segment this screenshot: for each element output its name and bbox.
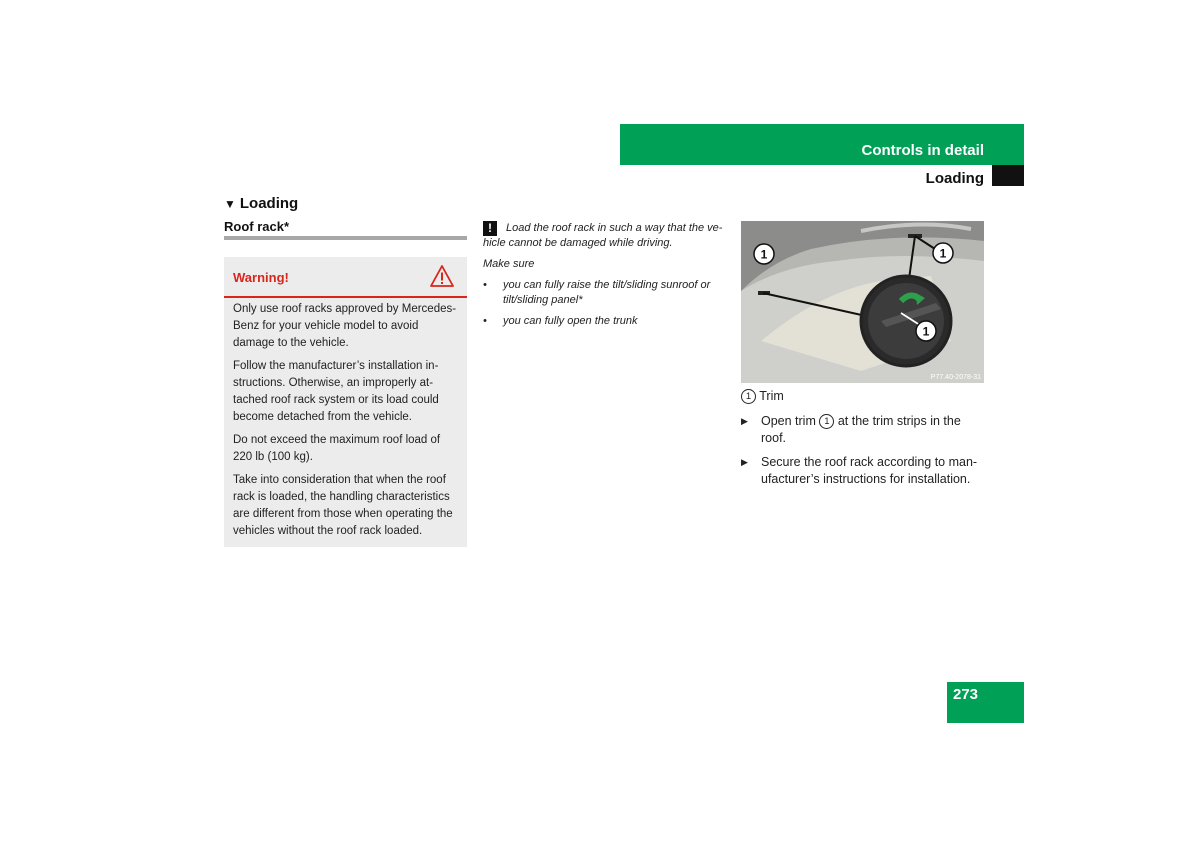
caption-label: Trim: [759, 389, 784, 403]
svg-text:1: 1: [760, 247, 768, 262]
step-text: [761, 413, 986, 447]
page-heading-text: Loading: [239, 195, 299, 212]
callout-number: 1: [819, 414, 834, 429]
warning-paragraph: Do not exceed the maximum roof load of 220 lb (100 kg).: [233, 434, 441, 463]
notice-text: Load the roof rack in such a way that the ve-hicle cannot be damaged while driving.: [483, 222, 723, 249]
list-item-text: you can fully raise the tilt/sliding sunroof or tilt/sliding panel*: [503, 279, 711, 306]
callout-1-left: [754, 244, 774, 264]
warning-triangle-icon: [430, 264, 454, 288]
triangle-right-icon: ▶: [741, 457, 748, 467]
section-title: Controls in detail: [861, 142, 984, 159]
svg-text:1: 1: [922, 324, 930, 339]
bullet-icon: •: [483, 279, 487, 291]
list-item-text: you can fully open the trunk: [503, 315, 638, 327]
subsection-title: Loading: [925, 170, 984, 187]
step-text-part: at the trim strips in the roof.: [761, 414, 961, 445]
make-sure-label: Make sure: [483, 258, 535, 270]
sub-heading-rule: [224, 236, 467, 240]
triangle-right-icon: ▶: [741, 416, 748, 426]
image-code: P77.40-2078-31: [930, 374, 981, 381]
warning-paragraph: Follow the manufacturer’s installation in-structions. Otherwise, an improperly at-tached roof rack system or its load could become detached from the vehicle.: [233, 360, 439, 423]
triangle-down-icon: ▼: [224, 197, 236, 211]
warning-paragraph: Take into consideration that when the roof rack is loaded, the handling characteristics are different from those when operating the vehicles without the roof rack loaded.: [233, 474, 453, 537]
warning-rule: [224, 296, 467, 298]
bullet-icon: •: [483, 315, 487, 327]
notice-icon: !: [483, 221, 497, 236]
step-text-part: Open trim: [761, 414, 820, 428]
page-heading: [224, 195, 298, 212]
callout-1-detail: [916, 321, 936, 341]
callout-1-right: [933, 243, 953, 263]
warning-paragraph: Only use roof racks approved by Mercedes-Benz for your vehicle model to avoid damage to the vehicle.: [233, 303, 457, 349]
svg-text:1: 1: [939, 246, 947, 261]
callout-number: 1: [741, 389, 756, 404]
sub-heading: Roof rack*: [224, 219, 290, 234]
roof-trim-illustration: [741, 221, 984, 383]
warning-title: Warning!: [233, 270, 289, 285]
figure-caption: [741, 389, 784, 404]
page-number: 273: [953, 686, 979, 703]
thumb-tab-marker: [992, 165, 1024, 186]
step-text: Secure the roof rack according to man-ufacturer’s instructions for installation.: [761, 455, 978, 486]
